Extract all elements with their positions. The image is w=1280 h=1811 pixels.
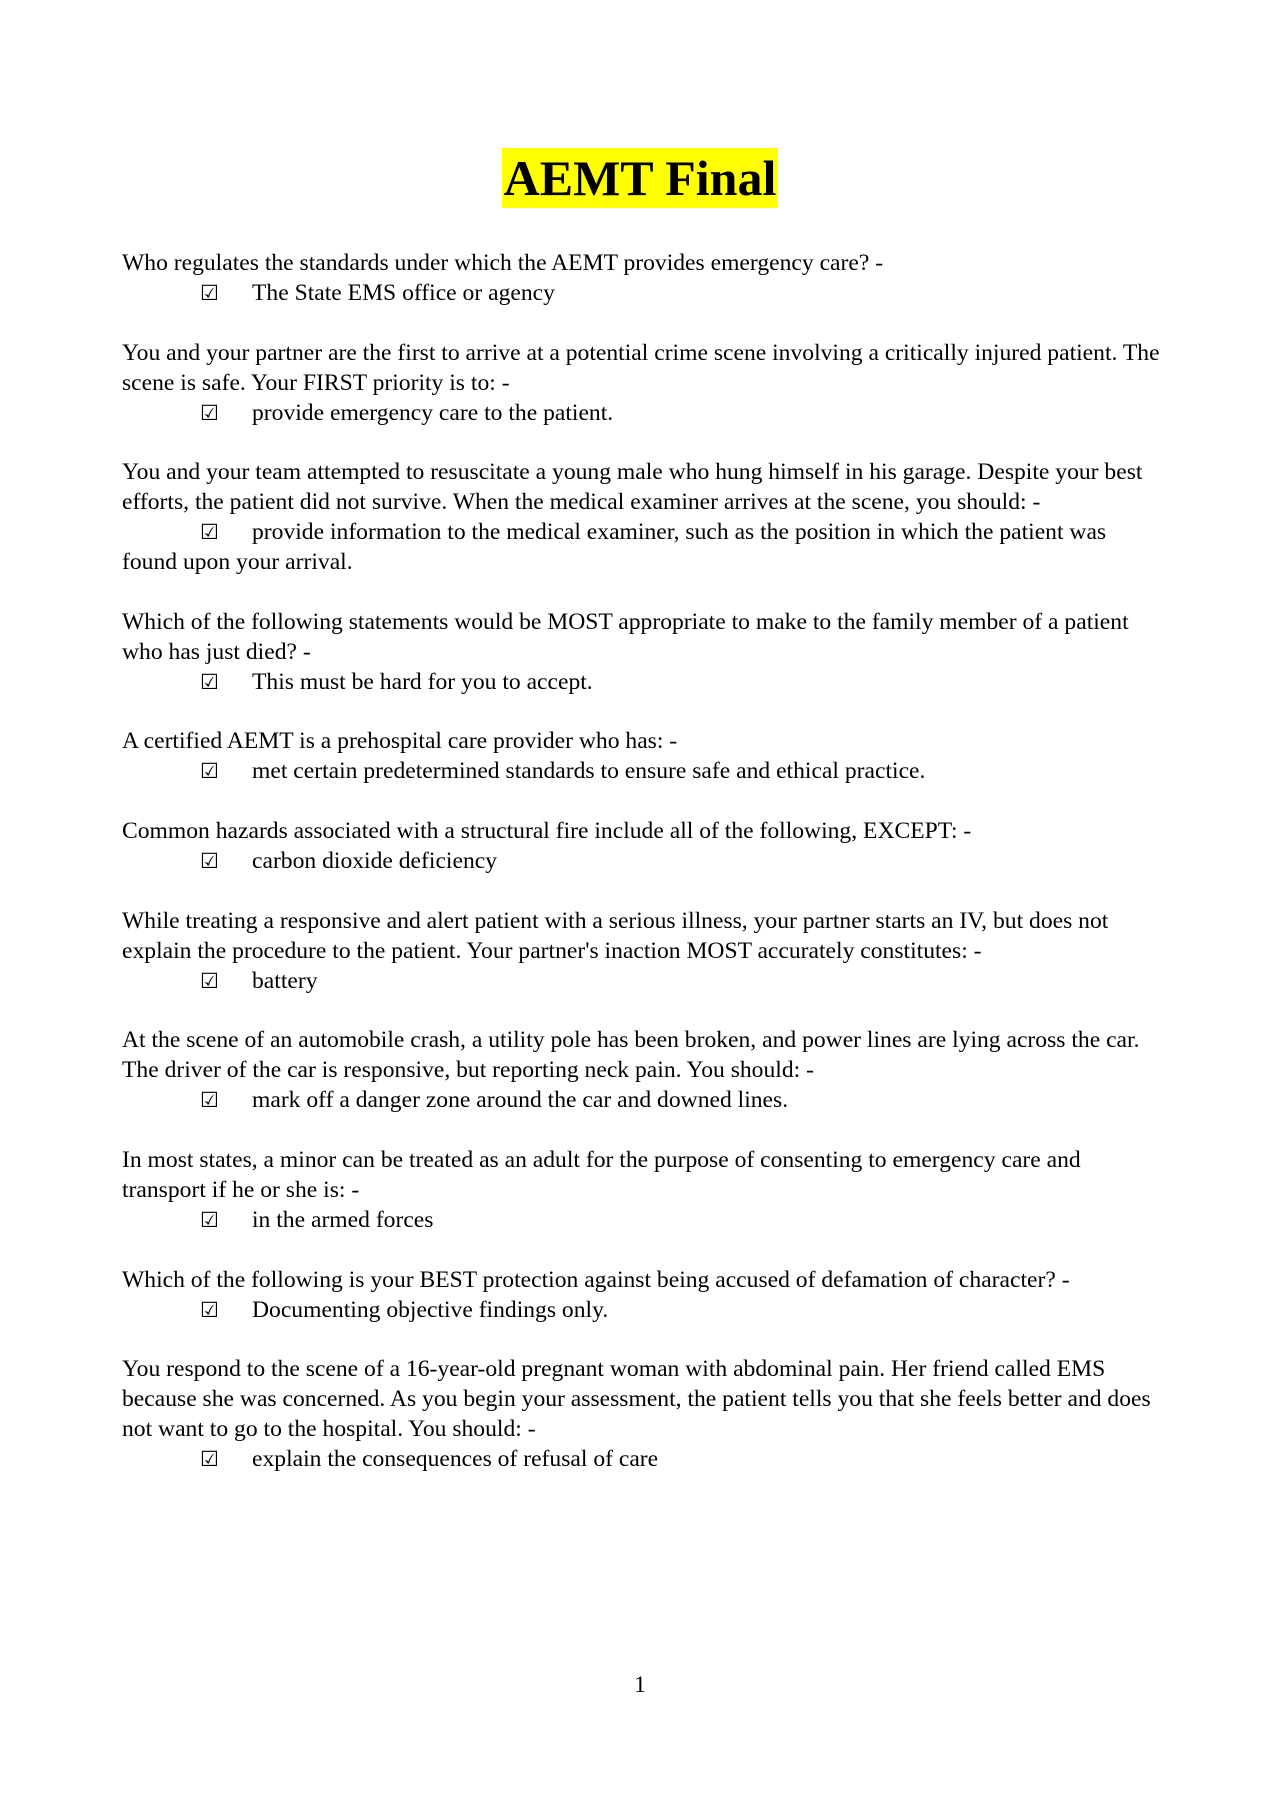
qa-item [122,608,1167,698]
qa-item [122,1266,1167,1326]
checked-box-icon: ☑ [200,1207,219,1232]
question-text: You and your team attempted to resuscitate a young male who hung himself in his garage. Despite your best efforts, the patient did not survive. When the medical examiner arrives at the scene, you should: - [122,459,1143,516]
checked-box-icon: ☑ [200,759,219,784]
qa-item [122,249,1167,309]
checked-box-icon: ☑ [200,520,219,545]
answer-line [122,1445,1167,1475]
answer-line [122,757,1167,787]
qa-item [122,1355,1167,1475]
answer-text: battery [252,967,318,994]
question-text: You respond to the scene of a 16-year-old pregnant woman with abdominal pain. Her friend called EMS because she was concerned. As you begin your assessment, the patient tells you that she feels better and does not want to go to the hospital. You should: - [122,1356,1151,1443]
checked-box-icon: ☑ [200,1297,219,1322]
answer-text: in the armed forces [252,1206,434,1233]
answer-text: The State EMS office or agency [252,279,555,306]
answer-text: This must be hard for you to accept. [252,668,593,695]
question-text: Which of the following is your BEST protection against being accused of defamation of character? - [122,1266,1070,1293]
checked-box-icon: ☑ [200,849,219,874]
answer-text: Documenting objective findings only. [252,1296,609,1323]
question-text: You and your partner are the first to arrive at a potential crime scene involving a critically injured patient. The scene is safe. Your FIRST priority is to: - [122,339,1160,396]
checked-box-icon: ☑ [200,400,219,425]
page-number: 1 [634,1672,646,1698]
answer-line [122,399,1167,429]
checked-box-icon: ☑ [200,968,219,993]
qa-item [122,458,1167,578]
qa-item [122,727,1167,787]
question-list [122,249,1167,1505]
checked-box-icon: ☑ [200,1088,219,1113]
answer-line [122,668,1167,698]
checked-box-icon: ☑ [200,1447,219,1472]
checked-box-icon: ☑ [200,669,219,694]
title-container [0,148,1280,208]
answer-text: provide emergency care to the patient. [252,399,614,426]
answer-text: carbon dioxide deficiency [252,848,498,875]
qa-item [122,817,1167,877]
checked-box-icon: ☑ [200,280,219,305]
document-title: AEMT Final [503,150,777,206]
answer-line [122,1086,1167,1116]
qa-item [122,339,1167,429]
qa-item [122,1146,1167,1236]
question-text: A certified AEMT is a prehospital care provider who has: - [122,728,678,755]
answer-text: explain the consequences of refusal of care [252,1446,659,1473]
answer-line [122,847,1167,877]
answer-line [122,518,1167,578]
answer-text: mark off a danger zone around the car and downed lines. [252,1087,789,1114]
answer-text: provide information to the medical examiner, such as the position in which the patient was found upon your arrival. [122,519,1107,576]
question-text: While treating a responsive and alert patient with a serious illness, your partner starts an IV, but does not explain the procedure to the patient. Your partner's inaction MOST accurately constitutes: - [122,907,1109,964]
question-text: At the scene of an automobile crash, a utility pole has been broken, and power lines are lying across the car. The driver of the car is responsive, but reporting neck pain. You should: - [122,1027,1140,1084]
question-text: Common hazards associated with a structural fire include all of the following, EXCEPT: - [122,818,972,845]
qa-item [122,907,1167,997]
answer-line [122,279,1167,309]
answer-line [122,1296,1167,1326]
answer-line [122,967,1167,997]
question-text: Who regulates the standards under which the AEMT provides emergency care? - [122,250,884,276]
answer-line [122,1206,1167,1236]
question-text: Which of the following statements would be MOST appropriate to make to the family member of a patient who has just died? - [122,608,1129,665]
answer-text: met certain predetermined standards to ensure safe and ethical practice. [252,758,926,785]
question-text: In most states, a minor can be treated as an adult for the purpose of consenting to emergency care and transport if he or she is: - [122,1147,1081,1203]
qa-item [122,1026,1167,1116]
